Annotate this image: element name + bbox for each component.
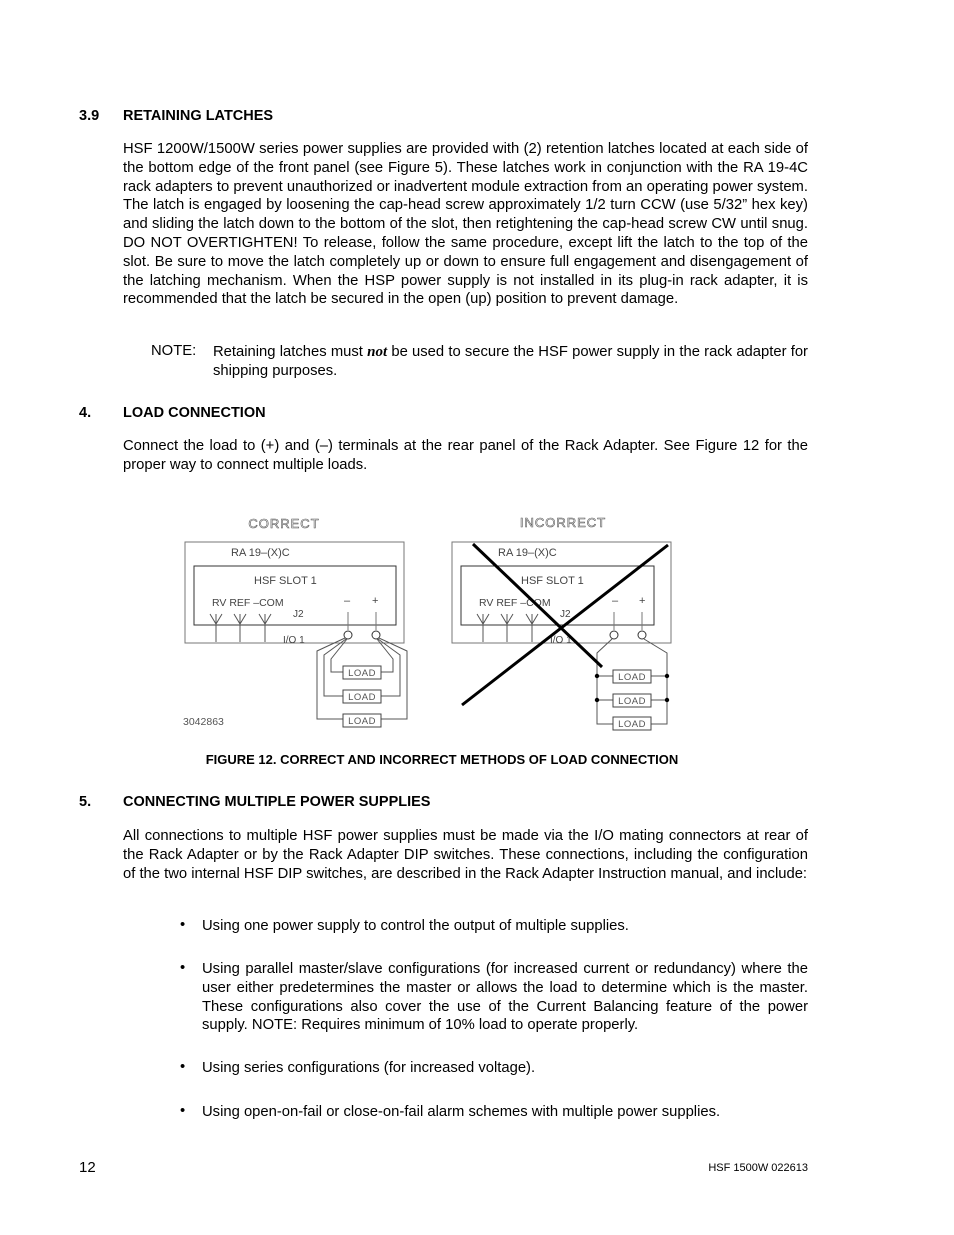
note-text-after: be used to secure the HSF power supply in the rack adapter for shipping purposes. xyxy=(213,344,808,379)
section-3-9-title: RETAINING LATCHES xyxy=(123,108,274,124)
bullet-item: Using series configurations (for increased voltage). xyxy=(202,1060,536,1076)
correct-diagram xyxy=(183,516,407,728)
correct-plus-terminal xyxy=(372,631,380,639)
incorrect-pins-label: RV REF –COM xyxy=(479,597,551,609)
incorrect-pin-arrows xyxy=(477,614,538,642)
correct-pins-label: RV REF –COM xyxy=(212,597,284,609)
incorrect-io-label: I/O 1 xyxy=(550,635,572,646)
bullet-marker: • xyxy=(180,1103,186,1119)
note-emphasis: not xyxy=(367,344,388,360)
incorrect-plus-terminal xyxy=(638,631,646,639)
bullet-item: Using open-on-fail or close-on-fail alarm schemes with multiple power supplies. xyxy=(202,1104,721,1120)
page-number: 12 xyxy=(79,1159,96,1176)
correct-load-label: LOAD xyxy=(348,692,376,703)
bullet-item: Using one power supply to control the output of multiple supplies. xyxy=(202,918,629,934)
incorrect-minus-chain xyxy=(597,639,613,724)
drawing-number: 3042863 xyxy=(183,716,224,728)
incorrect-adapter-label: RA 19–(X)C xyxy=(498,547,557,559)
incorrect-minus-label: – xyxy=(612,595,619,607)
bullet-item: Using parallel master/slave configurations (for increased current or redundancy) where the user either predetermines the master or allows the load to determine which is the master. These configurations also cover the use of the Current Balancing feature of the power supply. NOTE: Requires minimum of 10% load to operate properly. xyxy=(202,961,808,1034)
correct-minus-label: – xyxy=(344,595,351,607)
correct-load-label: LOAD xyxy=(348,716,376,727)
section-3-9-number: 3.9 xyxy=(79,108,100,124)
note-text xyxy=(213,343,808,381)
correct-pin-arrows xyxy=(210,614,271,642)
correct-title: CORRECT xyxy=(248,516,320,531)
section-5-title: CONNECTING MULTIPLE POWER SUPPLIES xyxy=(123,794,431,810)
section-5-number: 5. xyxy=(79,794,92,810)
section-5-body: All connections to multiple HSF power supplies must be made via the I/O mating connectors at rear of the Rack Adapter or by the Rack Adapter DIP switches. These connections, including the configuration of the two internal HSF DIP switches, are described in the Rack Adapter Instruction manual, and include: xyxy=(123,828,808,882)
document-id: HSF 1500W 022613 xyxy=(708,1162,808,1174)
correct-adapter-label: RA 19–(X)C xyxy=(231,547,290,559)
correct-j2-label: J2 xyxy=(293,609,304,620)
incorrect-plus-label: + xyxy=(639,595,646,607)
bullet-marker: • xyxy=(180,917,186,933)
correct-minus-terminal xyxy=(344,631,352,639)
incorrect-load-label: LOAD xyxy=(618,696,646,707)
incorrect-slot-label: HSF SLOT 1 xyxy=(521,575,584,587)
incorrect-minus-terminal xyxy=(610,631,618,639)
note-text-before: Retaining latches must xyxy=(213,344,368,360)
section-4-body: Connect the load to (+) and (–) terminals at the rear panel of the Rack Adapter. See Figure 12 for the proper way to connect multiple loads. xyxy=(123,438,808,473)
correct-io-label: I/O 1 xyxy=(283,635,305,646)
incorrect-j2-label: J2 xyxy=(560,609,571,620)
incorrect-load-label: LOAD xyxy=(618,672,646,683)
figure-12-diagram xyxy=(0,500,954,740)
incorrect-diagram xyxy=(452,515,671,730)
bullet-marker: • xyxy=(180,1059,186,1075)
incorrect-title: INCORRECT xyxy=(519,515,607,530)
note-label: NOTE: xyxy=(151,343,197,359)
correct-slot-label: HSF SLOT 1 xyxy=(254,575,317,587)
incorrect-plus-chain xyxy=(644,639,667,724)
section-4-number: 4. xyxy=(79,405,92,421)
correct-rack-adapter-outline xyxy=(185,542,404,643)
section-4-title: LOAD CONNECTION xyxy=(123,405,266,421)
bullet-marker: • xyxy=(180,960,186,976)
correct-plus-label: + xyxy=(372,595,379,607)
correct-load-label: LOAD xyxy=(348,668,376,679)
incorrect-load-label: LOAD xyxy=(618,719,646,730)
section-3-9-body: HSF 1200W/1500W series power supplies are provided with (2) retention latches located at each side of the bottom edge of the front panel (see Figure 5). These latches work in conjunction with the RA 19-4C rack adapters to prevent unauthorized or inadvertent module extraction from an operating power system. The latch is engaged by loosening the cap-head screw approximately 1/2 turn CCW (use 5/32” hex key) and sliding the latch down to the bottom of the slot, then retightening the cap-head screw CW until snug. DO NOT OVERTIGHTEN! To release, follow the same procedure, except lift the latch to the top of the slot. Be sure to move the latch completely up or down to ensure full engagement and disengagement of the latching mechanism. When the HSP power supply is not installed in its plug-in rack adapter, it is recommended that the latch be secured in the open (up) position to prevent damage. xyxy=(123,141,808,308)
figure-12-caption: FIGURE 12. CORRECT AND INCORRECT METHODS OF LOAD CONNECTION xyxy=(205,752,679,767)
